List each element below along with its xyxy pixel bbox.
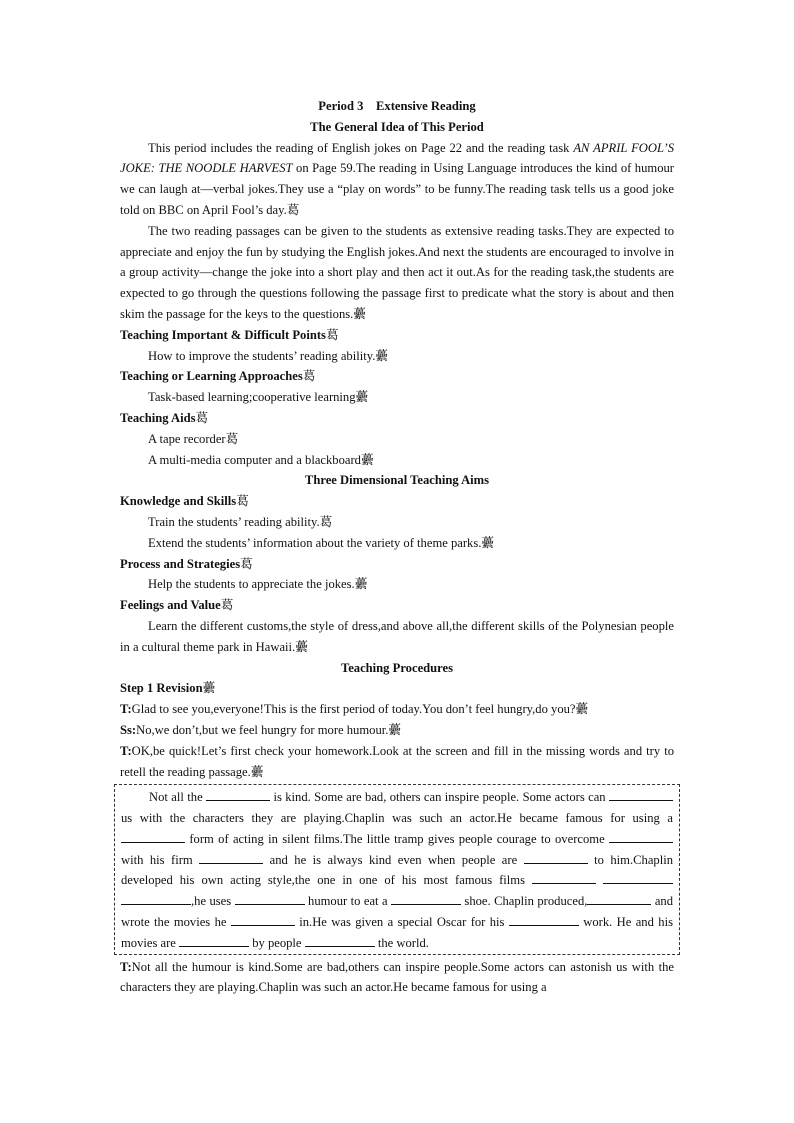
blank[interactable] [121, 830, 185, 843]
blank[interactable] [391, 892, 461, 905]
blank[interactable] [603, 871, 673, 884]
blank[interactable] [587, 892, 651, 905]
approaches-text: Task-based learning;cooperative learning虆 [148, 390, 369, 405]
speaker-label: T: [120, 702, 132, 717]
dialogue-line: T:Glad to see you,everyone!This is the first period of today.You don’t feel hungry,do you?虆 [120, 702, 589, 717]
blank[interactable] [524, 851, 588, 864]
aids-item: A tape recorder葛 [148, 431, 239, 446]
period-title: Period 3 Extensive Reading [318, 99, 476, 113]
blank[interactable] [206, 788, 270, 801]
feelings-text: Learn the different customs,the style of dress,and above all,the different skills of the Polynesian people in a cultural theme park in Hawaii.虆 [120, 618, 674, 654]
paragraph-mark: 虆 [353, 306, 366, 321]
blank[interactable] [532, 871, 596, 884]
process-heading: Process and Strategies葛 [120, 556, 253, 571]
reading-task-title: AN APRIL FOOL’S JOKE: THE NOODLE HARVEST [120, 140, 675, 176]
blank[interactable] [235, 892, 305, 905]
knowledge-heading: Knowledge and Skills葛 [120, 494, 249, 509]
blank[interactable] [609, 830, 673, 843]
document-page [120, 96, 674, 998]
intro-paragraph-2: The two reading passages can be given to the students as extensive reading tasks.They are expected to appreciate and enjoy the fun by studying the English jokes.And next the students are encouraged to involve in a group activity—change the joke into a short play and then act it out.As for the reading task,the students are expected to go through the questions following the passage first to predicate what the story is about and then skim the passage for the keys to the questions.虆 [120, 223, 674, 321]
blank[interactable] [231, 913, 295, 926]
blank[interactable] [179, 934, 249, 947]
paragraph-mark: 葛 [286, 202, 300, 217]
blank[interactable] [509, 913, 579, 926]
blank[interactable] [199, 851, 263, 864]
aids-item: A multi-media computer and a blackboard虆 [148, 452, 374, 467]
aims-heading: Three Dimensional Teaching Aims [304, 473, 490, 488]
step1-heading: Step 1 Revision虆 [120, 681, 216, 696]
cloze-exercise-box [114, 784, 680, 954]
process-text: Help the students to appreciate the jokes.虆 [148, 577, 368, 592]
important-points-heading: Teaching Important & Difficult Points葛 [120, 327, 339, 342]
answer-line: T:Not all the humour is kind.Some are bad,others can inspire people.Some actors can astonish us with the characters they are playing.Chaplin was such an actor.He became famous for using a [120, 959, 674, 995]
speaker-label: T: [120, 959, 132, 974]
procedures-heading: Teaching Procedures [340, 660, 454, 675]
important-points-text: How to improve the students’ reading ability.虆 [148, 348, 388, 363]
general-idea-heading: The General Idea of This Period [310, 119, 484, 134]
aids-heading: Teaching Aids葛 [120, 410, 209, 425]
knowledge-item: Train the students’ reading ability.葛 [148, 514, 333, 529]
intro-paragraph-1: This period includes the reading of English jokes on Page 22 and the reading task AN APRIL FOOL’S JOKE: THE NOODLE HARVEST on Page 59.The reading in Using Language introduces the kind of humour we can laugh at—verbal jokes.They use a “play on words” to be funny.The reading task tells us a good joke told on BBC on April Fool’s day.葛 [120, 140, 675, 217]
dialogue-line: T:OK,be quick!Let’s first check your homework.Look at the screen and fill in the missing words and try to retell the reading passage.虆 [120, 743, 674, 779]
feelings-heading: Feelings and Value葛 [120, 598, 234, 613]
approaches-heading: Teaching or Learning Approaches葛 [120, 369, 316, 384]
blank[interactable] [121, 892, 191, 905]
speaker-label: Ss: [120, 722, 137, 737]
cloze-passage: Not all the is kind. Some are bad, others can inspire people. Some actors can us with the characters they are playing.Chaplin was such an actor.He became famous for using a form of acting in silent films.The little tramp gives people courage to overcome with his firm and he is always kind even when people are to him.Chaplin developed his own acting style,the one in one of his most famous films ,he uses humour to eat a shoe. Chaplin produced, and wrote the movies he in.He was given a special Oscar for his work. He and his movies are by people the world. [121, 790, 674, 950]
blank[interactable] [305, 934, 375, 947]
blank[interactable] [609, 788, 673, 801]
speaker-label: T: [120, 743, 132, 758]
knowledge-item: Extend the students’ information about the variety of theme parks.虆 [148, 535, 495, 550]
dialogue-line: Ss:No,we don’t,but we feel hungry for more humour.虆 [120, 722, 401, 737]
